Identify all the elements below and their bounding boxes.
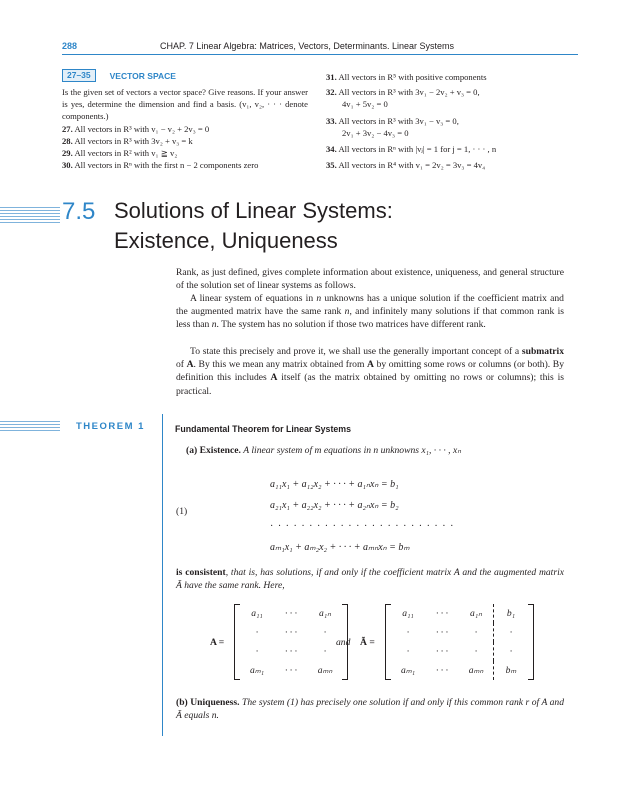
page-number: 288 <box>62 41 78 51</box>
theorem-rule <box>162 414 163 736</box>
problem-range-label: 27–35 <box>62 69 96 82</box>
theorem-title: Fundamental Theorem for Linear Systems <box>175 424 351 434</box>
problem-item: 28. All vectors in R³ with 3v₂ + v₃ = k <box>62 135 193 146</box>
problem-item: 32. All vectors in R³ with 3v₁ − 2v₂ + v₃ = 0, <box>326 87 480 98</box>
running-header: CHAP. 7 Linear Algebra: Matrices, Vectors, Determinants. Linear Systems <box>160 41 454 51</box>
equation-row: · · · · · · · · · · · · · · · · · · · · · · · · <box>270 521 455 532</box>
problem-intro: Is the given set of vectors a vector space? Give reasons. If your answer is yes, determine the dimension and find a basis. (v₁, v₂, · · · denote components.) <box>62 87 308 122</box>
part-b: (b) Uniqueness. The system (1) has precisely one solution if and only if this common rank r of A and Ã equals n. <box>176 697 564 722</box>
section-title-line1: Solutions of Linear Systems: <box>114 198 393 223</box>
section-stripes <box>0 207 60 223</box>
and-label: and <box>336 637 351 648</box>
matrix-A-label: A = <box>210 637 225 648</box>
equation-system <box>270 474 454 558</box>
problem-item: 27. All vectors in R³ with v₁ − v₂ + 2v₃ = 0 <box>62 123 210 134</box>
section-number: 7.5 <box>62 198 96 225</box>
right-bracket <box>528 604 534 680</box>
matrix-Atilde-label: Ã = <box>360 637 375 648</box>
equation-row: a₂₁x₁ + a₂₂x₂ + · · · + a₂ₙxₙ = b₂ <box>270 500 399 511</box>
section-title-line2: Existence, Uniqueness <box>114 228 338 253</box>
problem-item: 33. All vectors in R³ with 3v₁ − v₃ = 0, <box>326 115 459 126</box>
problem-item: 29. All vectors in R² with v₁ ≧ v₂ <box>62 148 178 159</box>
problem-item-cont: 2v₁ + 3v₂ − 4v₃ = 0 <box>342 127 409 138</box>
equation-row: a₁₁x₁ + a₁₂x₂ + · · · + a₁ₙxₙ = b₁ <box>270 479 399 490</box>
body-paragraph: To state this precisely and prove it, we shall use the generally important concept of a submatrix of A. By this we mean any matrix obtained from A by omitting some rows or columns (or both). By definition this includes A itself (as the matrix obtained by omitting no rows or columns); this is practical. <box>176 346 564 397</box>
header-rule <box>62 54 578 55</box>
consistency-text: is consistent, that is, has solutions, if and only if the coefficient matrix A and the augmented matrix Ã have the same rank. Here, <box>176 567 564 592</box>
equation-label: (1) <box>176 506 188 517</box>
problem-item: 30. All vectors in Rⁿ with the first n − 2 components zero <box>62 160 259 171</box>
body-paragraph: A linear system of equations in n unknowns has a unique solution if the coefficient matrix and the augmented matrix have the same rank n, and infinitely many solutions if that common rank is less than n. The system has no solution if those two matrices have different rank. <box>176 293 564 331</box>
theorem-label: THEOREM 1 <box>76 421 145 432</box>
problem-item: 31. All vectors in R⁵ with positive components <box>326 72 487 82</box>
equation-row: aₘ₁x₁ + aₘ₂x₂ + · · · + aₘₙxₙ = bₘ <box>270 542 410 553</box>
problem-item: 34. All vectors in Rⁿ with |vⱼ| = 1 for j = 1, · · · , n <box>326 144 497 155</box>
matrix-A: a₁₁ · · · a₁ₙ · · · · · · · · · · aₘ₁ · · · aₘₙ <box>234 604 348 680</box>
part-a: (a) Existence. A linear system of m equations in n unknowns x₁, · · · , xₙ <box>186 445 462 456</box>
problem-item: 35. All vectors in R⁴ with v₁ = 2v₂ = 3v₃ = 4v₄ <box>326 160 486 171</box>
problem-item-cont: 4v₁ + 5v₂ = 0 <box>342 99 388 110</box>
body-paragraph: Rank, as just defined, gives complete information about existence, uniqueness, and general structure of the solution set of linear systems as follows. <box>176 267 564 292</box>
theorem-stripes <box>0 421 60 432</box>
matrix-Atilde: a₁₁ · · · a₁ₙ b₁ · · · · · · · · · · · · aₘ₁ · · · aₘₙ bₘ <box>385 604 534 680</box>
problem-set-title: VECTOR SPACE <box>109 70 176 81</box>
problem-set-right <box>326 71 578 171</box>
problem-set-left <box>62 69 308 171</box>
